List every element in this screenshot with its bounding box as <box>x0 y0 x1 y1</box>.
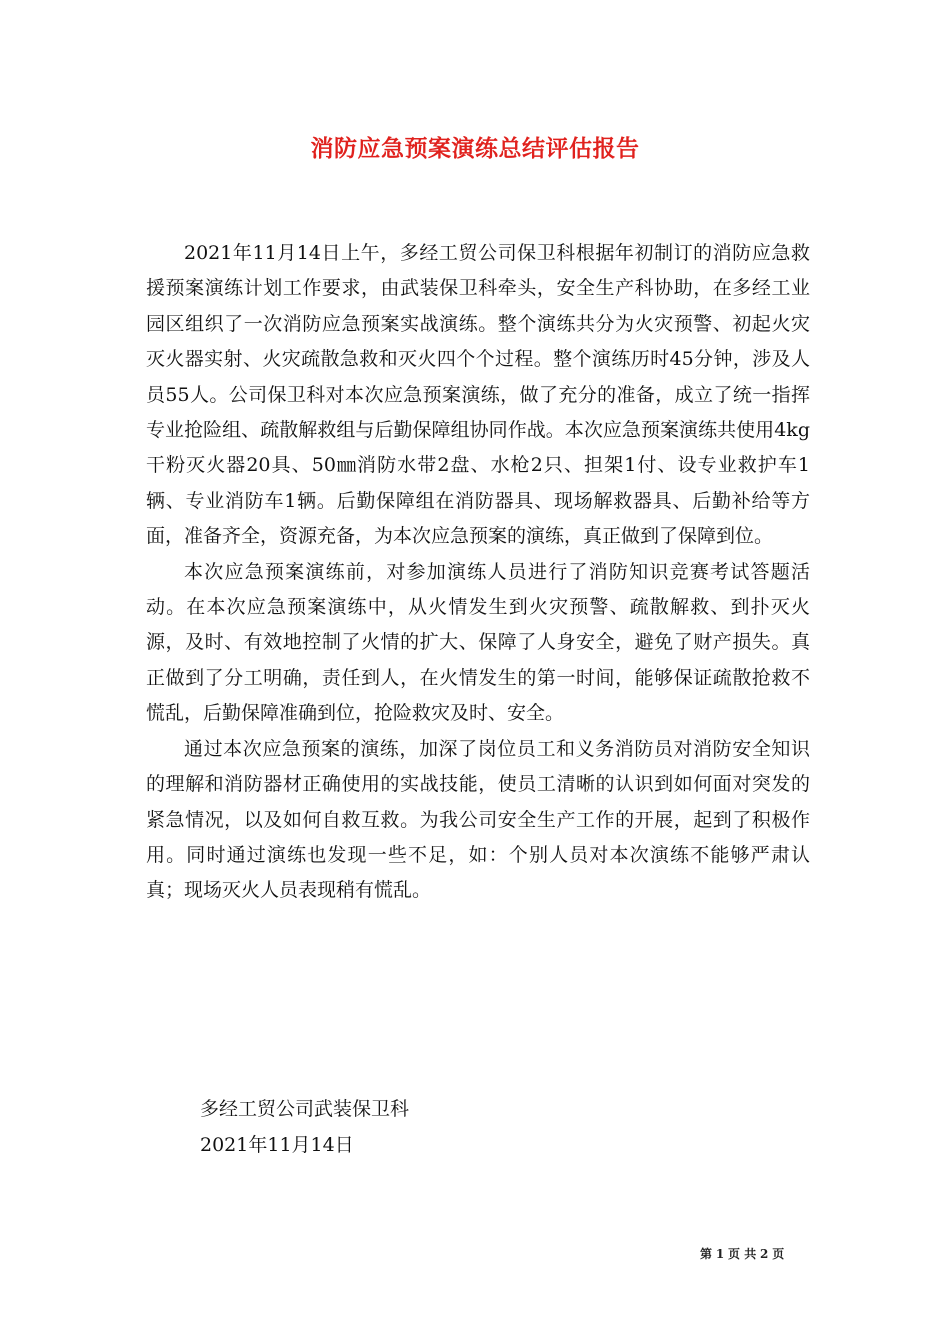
paragraph-3: 通过本次应急预案的演练，加深了岗位员工和义务消防员对消防安全知识的理解和消防器材正确使用的实战技能，使员工清晰的认识到如何面对突发的紧急情况，以及如何自救互救。为我公司安全生产工作的开展，起到了积极作用。同时通过演练也发现一些不足，如：个别人员对本次演练不能够严肃认真；现场灭火人员表现稍有慌乱。 <box>146 737 810 902</box>
document-body <box>146 236 810 909</box>
footer-current-page: 1 <box>715 1247 725 1261</box>
footer-total-pages: 2 <box>760 1247 769 1261</box>
signature-organization: 多经工贸公司武装保卫科 <box>200 1098 410 1120</box>
paragraph-2: 本次应急预案演练前，对参加演练人员进行了消防知识竞赛考试答题活动。在本次应急预案演练中，从火情发生到火灾预警、疏散解救、到扑灭火源，及时、有效地控制了火情的扩大、保障了人身安全，避免了财产损失。真正做到了分工明确，责任到人，在火情发生的第一时间，能够保证疏散抢救不慌乱，后勤保障准确到位，抢险救灾及时、安全。 <box>146 560 810 725</box>
page-number-footer <box>700 1246 820 1262</box>
footer-suffix: 页 <box>772 1247 785 1261</box>
signature-date: 2021年11月14日 <box>200 1134 354 1156</box>
footer-prefix: 第 <box>700 1247 713 1261</box>
paragraph-1: 2021年11月14日上午，多经工贸公司保卫科根据年初制订的消防应急救援预案演练计划工作要求，由武装保卫科牵头，安全生产科协助，在多经工业园区组织了一次消防应急预案实战演练。整个演练共分为火灾预警、初起火灾灭火器实射、火灾疏散急救和灭火四个个过程。整个演练历时45分钟，涉及人员55人。公司保卫科对本次应急预案演练，做了充分的准备，成立了统一指挥专业抢险组、疏散解救组与后勤保障组协同作战。本次应急预案演练共使用4kg干粉灭火器20具、50㎜消防水带2盘、水枪2只、担架1付、设专业救护车1辆、专业消防车1辆。后勤保障组在消防器具、现场解救器具、后勤补给等方面，准备齐全，资源充备，为本次应急预案的演练，真正做到了保障到位。 <box>146 242 810 548</box>
footer-middle: 页 共 <box>728 1247 757 1261</box>
document-title: 消防应急预案演练总结评估报告 <box>310 135 640 162</box>
